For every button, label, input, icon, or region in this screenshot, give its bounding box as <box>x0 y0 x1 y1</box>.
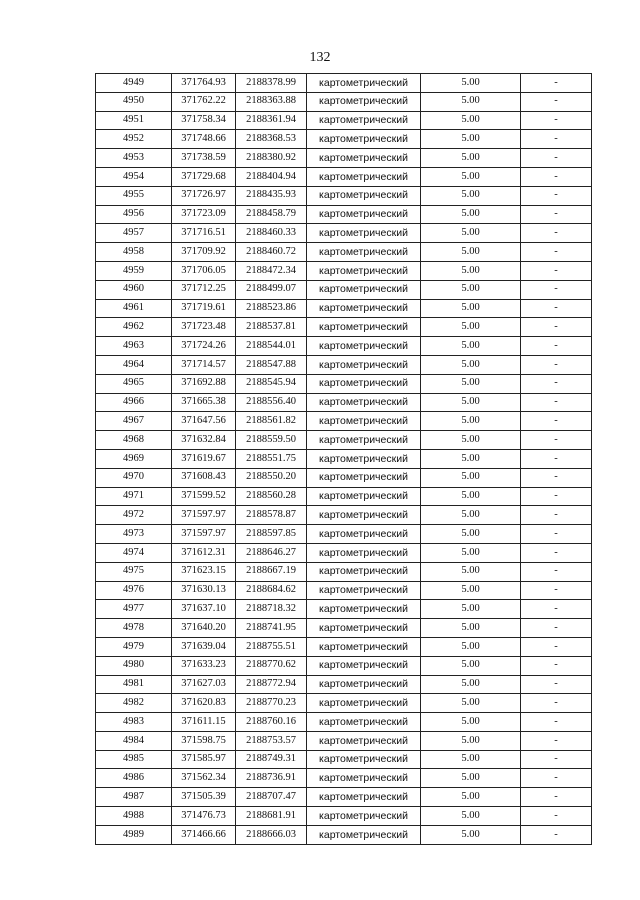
x-coordinate-cell: 371562.34 <box>172 769 236 788</box>
method-cell: картометрический <box>307 656 421 675</box>
method-cell: картометрический <box>307 74 421 93</box>
accuracy-cell: 5.00 <box>421 431 521 450</box>
y-coordinate-cell: 2188561.82 <box>236 412 307 431</box>
description-cell: - <box>521 694 592 713</box>
x-coordinate-cell: 371665.38 <box>172 393 236 412</box>
description-cell: - <box>521 111 592 130</box>
method-cell: картометрический <box>307 769 421 788</box>
point-number-cell: 4968 <box>96 431 172 450</box>
description-cell: - <box>521 280 592 299</box>
accuracy-cell: 5.00 <box>421 261 521 280</box>
accuracy-cell: 5.00 <box>421 525 521 544</box>
accuracy-cell: 5.00 <box>421 374 521 393</box>
method-cell: картометрический <box>307 337 421 356</box>
y-coordinate-cell: 2188537.81 <box>236 318 307 337</box>
description-cell: - <box>521 769 592 788</box>
method-cell: картометрический <box>307 299 421 318</box>
point-number-cell: 4974 <box>96 543 172 562</box>
description-cell: - <box>521 337 592 356</box>
description-cell: - <box>521 807 592 826</box>
x-coordinate-cell: 371723.09 <box>172 205 236 224</box>
y-coordinate-cell: 2188556.40 <box>236 393 307 412</box>
method-cell: картометрический <box>307 111 421 130</box>
x-coordinate-cell: 371692.88 <box>172 374 236 393</box>
table-row <box>96 224 592 243</box>
method-cell: картометрический <box>307 280 421 299</box>
point-number-cell: 4963 <box>96 337 172 356</box>
table-row <box>96 393 592 412</box>
method-cell: картометрический <box>307 393 421 412</box>
y-coordinate-cell: 2188523.86 <box>236 299 307 318</box>
method-cell: картометрический <box>307 412 421 431</box>
point-number-cell: 4952 <box>96 130 172 149</box>
x-coordinate-cell: 371598.75 <box>172 731 236 750</box>
x-coordinate-cell: 371632.84 <box>172 431 236 450</box>
accuracy-cell: 5.00 <box>421 656 521 675</box>
description-cell: - <box>521 167 592 186</box>
point-number-cell: 4961 <box>96 299 172 318</box>
y-coordinate-cell: 2188770.62 <box>236 656 307 675</box>
x-coordinate-cell: 371505.39 <box>172 788 236 807</box>
x-coordinate-cell: 371597.97 <box>172 506 236 525</box>
x-coordinate-cell: 371620.83 <box>172 694 236 713</box>
method-cell: картометрический <box>307 825 421 844</box>
point-number-cell: 4971 <box>96 487 172 506</box>
x-coordinate-cell: 371623.15 <box>172 562 236 581</box>
x-coordinate-cell: 371476.73 <box>172 807 236 826</box>
y-coordinate-cell: 2188458.79 <box>236 205 307 224</box>
y-coordinate-cell: 2188760.16 <box>236 713 307 732</box>
description-cell: - <box>521 92 592 111</box>
method-cell: картометрический <box>307 261 421 280</box>
description-cell: - <box>521 318 592 337</box>
y-coordinate-cell: 2188667.19 <box>236 562 307 581</box>
description-cell: - <box>521 468 592 487</box>
accuracy-cell: 5.00 <box>421 449 521 468</box>
point-number-cell: 4949 <box>96 74 172 93</box>
point-number-cell: 4980 <box>96 656 172 675</box>
table-row <box>96 412 592 431</box>
x-coordinate-cell: 371466.66 <box>172 825 236 844</box>
y-coordinate-cell: 2188597.85 <box>236 525 307 544</box>
y-coordinate-cell: 2188749.31 <box>236 750 307 769</box>
table-row <box>96 525 592 544</box>
description-cell: - <box>521 261 592 280</box>
y-coordinate-cell: 2188736.91 <box>236 769 307 788</box>
x-coordinate-cell: 371630.13 <box>172 581 236 600</box>
x-coordinate-cell: 371633.23 <box>172 656 236 675</box>
accuracy-cell: 5.00 <box>421 130 521 149</box>
table-row <box>96 111 592 130</box>
accuracy-cell: 5.00 <box>421 750 521 769</box>
point-number-cell: 4982 <box>96 694 172 713</box>
method-cell: картометрический <box>307 205 421 224</box>
accuracy-cell: 5.00 <box>421 412 521 431</box>
y-coordinate-cell: 2188770.23 <box>236 694 307 713</box>
x-coordinate-cell: 371706.05 <box>172 261 236 280</box>
table-row <box>96 243 592 262</box>
coordinates-table <box>95 73 592 845</box>
method-cell: картометрический <box>307 675 421 694</box>
y-coordinate-cell: 2188578.87 <box>236 506 307 525</box>
description-cell: - <box>521 750 592 769</box>
accuracy-cell: 5.00 <box>421 694 521 713</box>
table-row <box>96 656 592 675</box>
x-coordinate-cell: 371748.66 <box>172 130 236 149</box>
y-coordinate-cell: 2188772.94 <box>236 675 307 694</box>
description-cell: - <box>521 412 592 431</box>
accuracy-cell: 5.00 <box>421 637 521 656</box>
table-row <box>96 92 592 111</box>
point-number-cell: 4985 <box>96 750 172 769</box>
description-cell: - <box>521 656 592 675</box>
table-row <box>96 374 592 393</box>
description-cell: - <box>521 449 592 468</box>
y-coordinate-cell: 2188707.47 <box>236 788 307 807</box>
accuracy-cell: 5.00 <box>421 243 521 262</box>
x-coordinate-cell: 371709.92 <box>172 243 236 262</box>
point-number-cell: 4970 <box>96 468 172 487</box>
x-coordinate-cell: 371627.03 <box>172 675 236 694</box>
table-row <box>96 581 592 600</box>
method-cell: картометрический <box>307 525 421 544</box>
method-cell: картометрический <box>307 355 421 374</box>
point-number-cell: 4969 <box>96 449 172 468</box>
method-cell: картометрический <box>307 431 421 450</box>
method-cell: картометрический <box>307 468 421 487</box>
method-cell: картометрический <box>307 374 421 393</box>
table-row <box>96 205 592 224</box>
y-coordinate-cell: 2188472.34 <box>236 261 307 280</box>
x-coordinate-cell: 371719.61 <box>172 299 236 318</box>
y-coordinate-cell: 2188753.57 <box>236 731 307 750</box>
table-row <box>96 825 592 844</box>
description-cell: - <box>521 713 592 732</box>
y-coordinate-cell: 2188718.32 <box>236 600 307 619</box>
table-row <box>96 186 592 205</box>
table-row <box>96 280 592 299</box>
accuracy-cell: 5.00 <box>421 280 521 299</box>
point-number-cell: 4962 <box>96 318 172 337</box>
table-row <box>96 543 592 562</box>
description-cell: - <box>521 825 592 844</box>
accuracy-cell: 5.00 <box>421 355 521 374</box>
x-coordinate-cell: 371639.04 <box>172 637 236 656</box>
description-cell: - <box>521 619 592 638</box>
x-coordinate-cell: 371724.26 <box>172 337 236 356</box>
x-coordinate-cell: 371726.97 <box>172 186 236 205</box>
table-row <box>96 468 592 487</box>
table-row <box>96 449 592 468</box>
x-coordinate-cell: 371723.48 <box>172 318 236 337</box>
table-row <box>96 750 592 769</box>
method-cell: картометрический <box>307 224 421 243</box>
method-cell: картометрический <box>307 750 421 769</box>
point-number-cell: 4981 <box>96 675 172 694</box>
y-coordinate-cell: 2188435.93 <box>236 186 307 205</box>
method-cell: картометрический <box>307 694 421 713</box>
y-coordinate-cell: 2188560.28 <box>236 487 307 506</box>
y-coordinate-cell: 2188681.91 <box>236 807 307 826</box>
table-row <box>96 299 592 318</box>
method-cell: картометрический <box>307 92 421 111</box>
table-row <box>96 637 592 656</box>
table-row <box>96 130 592 149</box>
point-number-cell: 4958 <box>96 243 172 262</box>
accuracy-cell: 5.00 <box>421 581 521 600</box>
table-row <box>96 807 592 826</box>
y-coordinate-cell: 2188378.99 <box>236 74 307 93</box>
point-number-cell: 4951 <box>96 111 172 130</box>
x-coordinate-cell: 371585.97 <box>172 750 236 769</box>
y-coordinate-cell: 2188363.88 <box>236 92 307 111</box>
description-cell: - <box>521 543 592 562</box>
y-coordinate-cell: 2188684.62 <box>236 581 307 600</box>
point-number-cell: 4986 <box>96 769 172 788</box>
point-number-cell: 4954 <box>96 167 172 186</box>
method-cell: картометрический <box>307 149 421 168</box>
method-cell: картометрический <box>307 167 421 186</box>
table-row <box>96 167 592 186</box>
accuracy-cell: 5.00 <box>421 393 521 412</box>
description-cell: - <box>521 675 592 694</box>
accuracy-cell: 5.00 <box>421 825 521 844</box>
y-coordinate-cell: 2188361.94 <box>236 111 307 130</box>
description-cell: - <box>521 731 592 750</box>
description-cell: - <box>521 355 592 374</box>
method-cell: картометрический <box>307 619 421 638</box>
x-coordinate-cell: 371640.20 <box>172 619 236 638</box>
x-coordinate-cell: 371647.56 <box>172 412 236 431</box>
point-number-cell: 4978 <box>96 619 172 638</box>
accuracy-cell: 5.00 <box>421 600 521 619</box>
x-coordinate-cell: 371612.31 <box>172 543 236 562</box>
table-row <box>96 713 592 732</box>
point-number-cell: 4979 <box>96 637 172 656</box>
accuracy-cell: 5.00 <box>421 769 521 788</box>
accuracy-cell: 5.00 <box>421 619 521 638</box>
method-cell: картометрический <box>307 449 421 468</box>
table-row <box>96 788 592 807</box>
x-coordinate-cell: 371712.25 <box>172 280 236 299</box>
y-coordinate-cell: 2188547.88 <box>236 355 307 374</box>
accuracy-cell: 5.00 <box>421 92 521 111</box>
accuracy-cell: 5.00 <box>421 543 521 562</box>
accuracy-cell: 5.00 <box>421 318 521 337</box>
table-row <box>96 149 592 168</box>
description-cell: - <box>521 74 592 93</box>
accuracy-cell: 5.00 <box>421 731 521 750</box>
point-number-cell: 4988 <box>96 807 172 826</box>
y-coordinate-cell: 2188755.51 <box>236 637 307 656</box>
description-cell: - <box>521 562 592 581</box>
y-coordinate-cell: 2188404.94 <box>236 167 307 186</box>
table-body <box>96 74 592 845</box>
accuracy-cell: 5.00 <box>421 807 521 826</box>
table-row <box>96 261 592 280</box>
accuracy-cell: 5.00 <box>421 205 521 224</box>
point-number-cell: 4967 <box>96 412 172 431</box>
y-coordinate-cell: 2188368.53 <box>236 130 307 149</box>
method-cell: картометрический <box>307 487 421 506</box>
method-cell: картометрический <box>307 600 421 619</box>
point-number-cell: 4950 <box>96 92 172 111</box>
table-row <box>96 318 592 337</box>
table-row <box>96 694 592 713</box>
x-coordinate-cell: 371758.34 <box>172 111 236 130</box>
description-cell: - <box>521 224 592 243</box>
x-coordinate-cell: 371608.43 <box>172 468 236 487</box>
table-row <box>96 431 592 450</box>
description-cell: - <box>521 506 592 525</box>
method-cell: картометрический <box>307 243 421 262</box>
table-row <box>96 337 592 356</box>
table-row <box>96 74 592 93</box>
description-cell: - <box>521 299 592 318</box>
page-number: 132 <box>309 50 331 65</box>
y-coordinate-cell: 2188499.07 <box>236 280 307 299</box>
description-cell: - <box>521 186 592 205</box>
accuracy-cell: 5.00 <box>421 149 521 168</box>
point-number-cell: 4956 <box>96 205 172 224</box>
description-cell: - <box>521 205 592 224</box>
point-number-cell: 4964 <box>96 355 172 374</box>
description-cell: - <box>521 788 592 807</box>
description-cell: - <box>521 600 592 619</box>
method-cell: картометрический <box>307 318 421 337</box>
point-number-cell: 4976 <box>96 581 172 600</box>
x-coordinate-cell: 371637.10 <box>172 600 236 619</box>
point-number-cell: 4984 <box>96 731 172 750</box>
method-cell: картометрический <box>307 543 421 562</box>
table-row <box>96 355 592 374</box>
table-row <box>96 769 592 788</box>
x-coordinate-cell: 371619.67 <box>172 449 236 468</box>
y-coordinate-cell: 2188741.95 <box>236 619 307 638</box>
description-cell: - <box>521 393 592 412</box>
y-coordinate-cell: 2188559.50 <box>236 431 307 450</box>
x-coordinate-cell: 371738.59 <box>172 149 236 168</box>
accuracy-cell: 5.00 <box>421 506 521 525</box>
y-coordinate-cell: 2188460.72 <box>236 243 307 262</box>
x-coordinate-cell: 371597.97 <box>172 525 236 544</box>
accuracy-cell: 5.00 <box>421 224 521 243</box>
y-coordinate-cell: 2188545.94 <box>236 374 307 393</box>
y-coordinate-cell: 2188380.92 <box>236 149 307 168</box>
point-number-cell: 4975 <box>96 562 172 581</box>
point-number-cell: 4973 <box>96 525 172 544</box>
point-number-cell: 4987 <box>96 788 172 807</box>
x-coordinate-cell: 371611.15 <box>172 713 236 732</box>
table-row <box>96 731 592 750</box>
y-coordinate-cell: 2188666.03 <box>236 825 307 844</box>
accuracy-cell: 5.00 <box>421 186 521 205</box>
description-cell: - <box>521 149 592 168</box>
point-number-cell: 4983 <box>96 713 172 732</box>
x-coordinate-cell: 371729.68 <box>172 167 236 186</box>
point-number-cell: 4955 <box>96 186 172 205</box>
y-coordinate-cell: 2188550.20 <box>236 468 307 487</box>
y-coordinate-cell: 2188460.33 <box>236 224 307 243</box>
method-cell: картометрический <box>307 713 421 732</box>
accuracy-cell: 5.00 <box>421 299 521 318</box>
x-coordinate-cell: 371764.93 <box>172 74 236 93</box>
x-coordinate-cell: 371762.22 <box>172 92 236 111</box>
accuracy-cell: 5.00 <box>421 74 521 93</box>
accuracy-cell: 5.00 <box>421 562 521 581</box>
accuracy-cell: 5.00 <box>421 487 521 506</box>
description-cell: - <box>521 487 592 506</box>
method-cell: картометрический <box>307 186 421 205</box>
accuracy-cell: 5.00 <box>421 788 521 807</box>
point-number-cell: 4957 <box>96 224 172 243</box>
y-coordinate-cell: 2188544.01 <box>236 337 307 356</box>
x-coordinate-cell: 371599.52 <box>172 487 236 506</box>
x-coordinate-cell: 371714.57 <box>172 355 236 374</box>
table-row <box>96 600 592 619</box>
description-cell: - <box>521 525 592 544</box>
table-row <box>96 619 592 638</box>
point-number-cell: 4972 <box>96 506 172 525</box>
description-cell: - <box>521 374 592 393</box>
accuracy-cell: 5.00 <box>421 713 521 732</box>
description-cell: - <box>521 581 592 600</box>
y-coordinate-cell: 2188646.27 <box>236 543 307 562</box>
point-number-cell: 4977 <box>96 600 172 619</box>
accuracy-cell: 5.00 <box>421 111 521 130</box>
accuracy-cell: 5.00 <box>421 337 521 356</box>
table-row <box>96 675 592 694</box>
method-cell: картометрический <box>307 807 421 826</box>
point-number-cell: 4953 <box>96 149 172 168</box>
method-cell: картометрический <box>307 581 421 600</box>
point-number-cell: 4959 <box>96 261 172 280</box>
accuracy-cell: 5.00 <box>421 675 521 694</box>
method-cell: картометрический <box>307 637 421 656</box>
point-number-cell: 4960 <box>96 280 172 299</box>
y-coordinate-cell: 2188551.75 <box>236 449 307 468</box>
description-cell: - <box>521 637 592 656</box>
point-number-cell: 4965 <box>96 374 172 393</box>
method-cell: картометрический <box>307 562 421 581</box>
method-cell: картометрический <box>307 731 421 750</box>
description-cell: - <box>521 243 592 262</box>
table-row <box>96 506 592 525</box>
accuracy-cell: 5.00 <box>421 468 521 487</box>
description-cell: - <box>521 431 592 450</box>
description-cell: - <box>521 130 592 149</box>
point-number-cell: 4989 <box>96 825 172 844</box>
x-coordinate-cell: 371716.51 <box>172 224 236 243</box>
accuracy-cell: 5.00 <box>421 167 521 186</box>
method-cell: картометрический <box>307 788 421 807</box>
table-row <box>96 562 592 581</box>
method-cell: картометрический <box>307 506 421 525</box>
point-number-cell: 4966 <box>96 393 172 412</box>
table-row <box>96 487 592 506</box>
method-cell: картометрический <box>307 130 421 149</box>
